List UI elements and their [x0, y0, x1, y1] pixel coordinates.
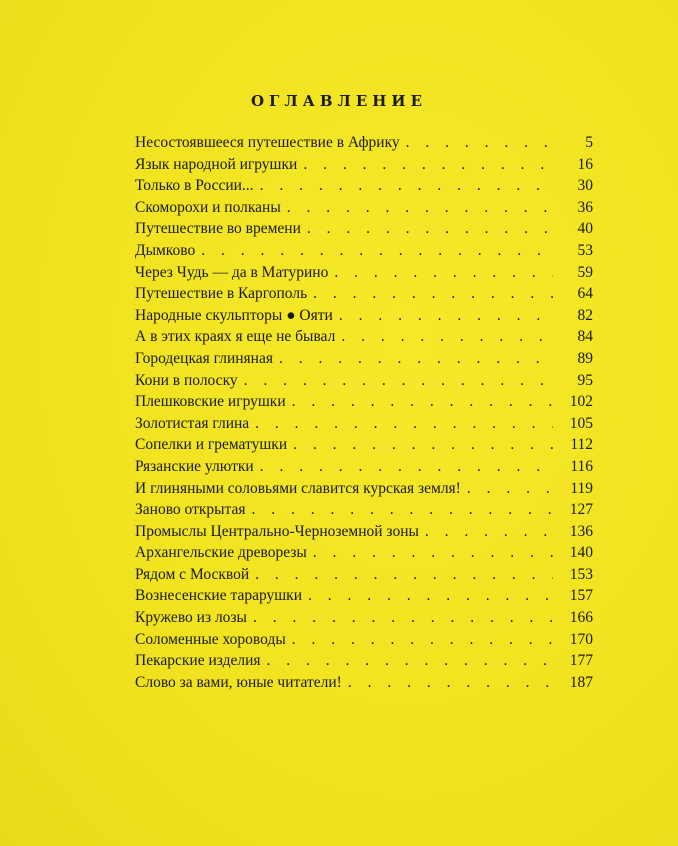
toc-entry: [135, 629, 593, 651]
toc-entry-title: Заново открытая: [135, 501, 246, 519]
toc-entry-leader: [287, 197, 553, 219]
toc-entry-leader: [260, 456, 553, 478]
toc-entry-title: Скоморохи и полканы: [135, 198, 281, 216]
toc-entry: [135, 521, 593, 543]
toc-entry-leader: [406, 132, 553, 154]
toc-entry-title: Путешествие в Каргополь: [135, 285, 308, 303]
toc-entry-page: 89: [577, 349, 593, 367]
toc-entry-page: 36: [577, 198, 593, 216]
toc-entry-title: Городецкая глиняная: [135, 349, 273, 367]
toc-entry: [135, 197, 593, 219]
toc-entry: [135, 607, 593, 629]
toc-entry-title: Вознесенские тарарушки: [135, 587, 303, 605]
toc-entry-title: Слово за вами, юные читатели!: [135, 673, 342, 691]
toc-entry-page: 127: [569, 501, 593, 519]
toc-entry-page: 136: [569, 522, 593, 540]
toc-entry-page: 170: [569, 630, 593, 648]
toc-entry-leader: [339, 305, 553, 327]
toc-entry: [135, 305, 593, 327]
toc-entry-page: 30: [577, 177, 593, 195]
toc-entry-title: И глиняными соловьями славится курская земля!: [135, 479, 461, 497]
toc-entry-leader: [292, 391, 553, 413]
toc-entry: [135, 672, 593, 694]
toc-entry-page: 16: [577, 155, 593, 173]
toc-entry-title: Промыслы Центрально-Черноземной зоны: [135, 522, 419, 540]
toc-entry: [135, 478, 593, 500]
toc-entry-leader: [293, 434, 553, 456]
toc-entry-leader: [253, 607, 553, 629]
toc-entry-leader: [279, 348, 553, 370]
toc-entry-leader: [303, 154, 553, 176]
toc-entry-leader: [313, 283, 553, 305]
toc-entry-page: 64: [577, 285, 593, 303]
toc-entry-title: Рязанские улютки: [135, 457, 254, 475]
toc-entry: [135, 326, 593, 348]
toc-entry-leader: [308, 585, 553, 607]
toc-entry: [135, 391, 593, 413]
toc-entry-leader: [425, 521, 553, 543]
toc-entry: [135, 262, 593, 284]
toc-entry-page: 140: [569, 544, 593, 562]
toc-entry-leader: [334, 262, 553, 284]
toc-entry-title: Архангельские древорезы: [135, 544, 307, 562]
page-title: ОГЛАВЛЕНИЕ: [250, 92, 428, 110]
toc-entry-title: Соломенные хороводы: [135, 630, 286, 648]
toc-entry: [135, 370, 593, 392]
toc-entry-leader: [292, 629, 553, 651]
toc-entry-page: 166: [569, 609, 593, 627]
toc-entry-title: Дымково: [135, 241, 196, 259]
toc-entry-title: Пекарские изделия: [135, 652, 261, 670]
toc-entry: [135, 585, 593, 607]
toc-entry-page: 119: [570, 479, 593, 497]
toc-entry-page: 102: [569, 393, 593, 411]
toc-entry-title: Язык народной игрушки: [135, 155, 298, 173]
toc-entry-page: 40: [577, 220, 593, 238]
toc-entry-title: А в этих краях я еще не бывал: [135, 328, 336, 346]
toc-entry-page: 59: [577, 263, 593, 281]
toc-entry-title: Несостоявшееся путешествие в Африку: [135, 134, 400, 151]
toc-entry: [135, 542, 593, 564]
toc-entry-page: 177: [569, 652, 593, 670]
toc-entry-leader: [348, 672, 553, 694]
toc-entry-title: Рядом с Москвой: [135, 565, 250, 583]
toc-entry: [135, 240, 593, 262]
toc-entry-title: Золотистая глина: [135, 414, 250, 432]
toc-entry-leader: [467, 478, 553, 500]
toc-entry-leader: [255, 564, 553, 586]
toc-entry-leader: [201, 240, 553, 262]
toc-entry-leader: [244, 370, 553, 392]
toc-entry: [135, 175, 593, 197]
toc-entry-page: 84: [577, 328, 593, 346]
toc-entry-page: 105: [569, 414, 593, 432]
toc-entry-page: 82: [577, 306, 593, 324]
toc-entry-leader: [341, 326, 553, 348]
toc-entry: [135, 154, 593, 176]
toc-entry-leader: [255, 413, 553, 435]
toc-entry-leader: [307, 218, 553, 240]
toc-entry-page: 116: [570, 457, 593, 475]
toc-entry-page: 112: [570, 436, 593, 454]
toc-entry-page: 157: [569, 587, 593, 605]
toc-entry: [135, 434, 593, 456]
toc-entry-leader: [252, 499, 553, 521]
toc-entry: [135, 348, 593, 370]
toc-entry: [135, 132, 593, 154]
toc-entry-title: Только в России...: [135, 177, 254, 195]
toc-entry-title: Через Чудь — да в Матурино: [135, 263, 329, 281]
toc-entry-leader: [260, 175, 553, 197]
toc-entry: [135, 218, 593, 240]
toc-entry: [135, 413, 593, 435]
toc-entry-page: 187: [569, 673, 593, 691]
toc-entry-page: 153: [569, 565, 593, 583]
toc-entry-title: Путешествие во времени: [135, 220, 301, 238]
table-of-contents: [135, 132, 593, 693]
toc-entry: [135, 499, 593, 521]
toc-entry-page: 95: [577, 371, 593, 389]
toc-entry: [135, 564, 593, 586]
toc-entry-page: 5: [585, 134, 593, 151]
toc-entry-title: Сопелки и грематушки: [135, 436, 288, 454]
toc-entry-title: Плешковские игрушки: [135, 393, 286, 411]
toc-entry-leader: [313, 542, 553, 564]
toc-entry: [135, 283, 593, 305]
toc-entry-title: Кружево из лозы: [135, 609, 247, 627]
toc-entry-page: 53: [577, 241, 593, 259]
toc-entry-title: Кони в полоску: [135, 371, 238, 389]
toc-entry-leader: [267, 650, 553, 672]
toc-entry: [135, 456, 593, 478]
toc-entry: [135, 650, 593, 672]
toc-entry-title: Народные скульпторы ● Ояти: [135, 306, 333, 324]
